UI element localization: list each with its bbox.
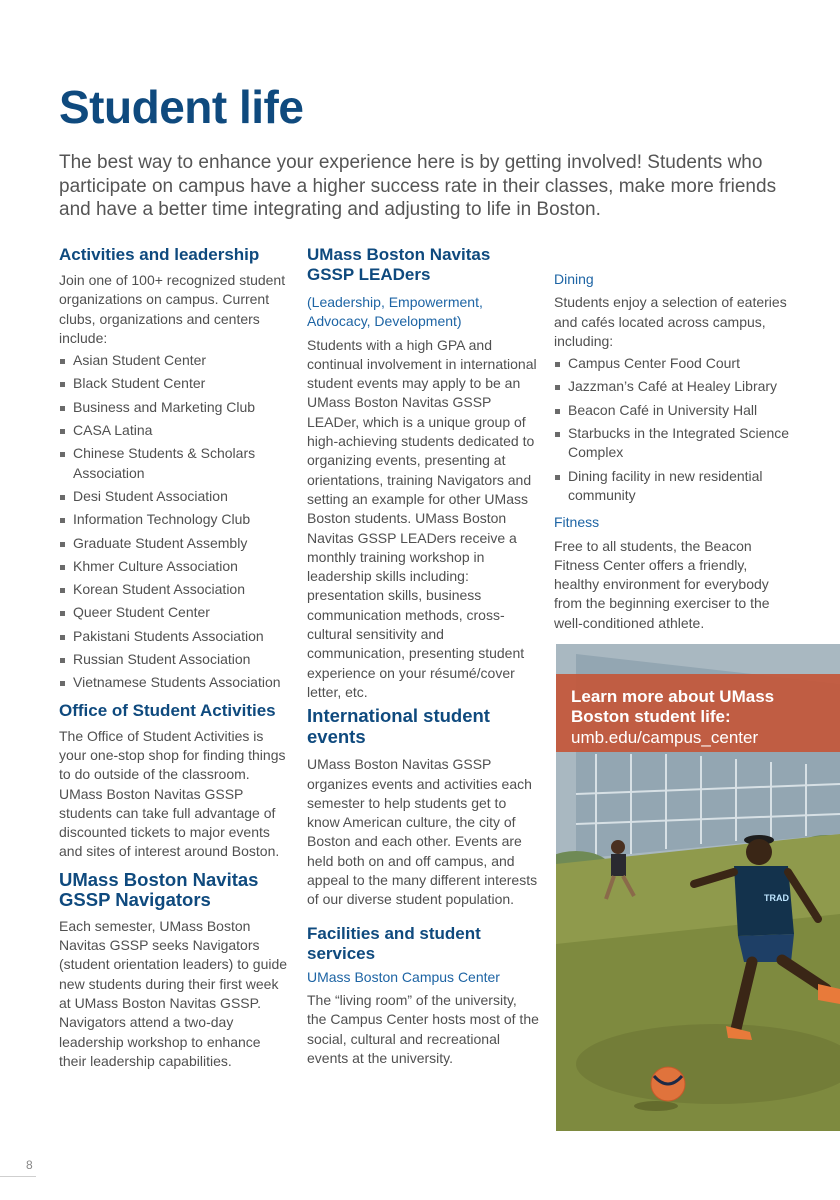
bullet-icon <box>555 432 560 437</box>
fitness-subtitle: Fitness <box>554 514 600 531</box>
page-number: 8 <box>26 1158 33 1172</box>
list-item: Beacon Café in University Hall <box>554 401 790 420</box>
list-item: Queer Student Center <box>59 603 291 622</box>
dining-list <box>554 354 790 505</box>
bullet-icon <box>555 385 560 390</box>
dining-subtitle: Dining <box>554 271 594 287</box>
list-item: Asian Student Center <box>59 351 291 370</box>
column-1 <box>59 245 291 1071</box>
list-item: Russian Student Association <box>59 650 291 669</box>
bullet-icon <box>60 495 65 500</box>
bullet-icon <box>60 681 65 686</box>
office-text: The Office of Student Activities is your one-stop shop for finding things to do outside of the classroom. UMass Boston Navitas GSSP students can take full advantage of discounted tickets to major events and sites of interest around Boston. <box>59 727 286 860</box>
bullet-icon <box>60 635 65 640</box>
list-item: Jazzman’s Café at Healey Library <box>554 377 790 396</box>
bullet-icon <box>60 359 65 364</box>
callout-title: Learn more about UMass Boston student life: <box>571 687 775 726</box>
bullet-icon <box>60 518 65 523</box>
activities-text: Join one of 100+ recognized student organizations on campus. Current clubs, organizations and centers include: <box>59 272 286 346</box>
list-item: Dining facility in new residential community <box>554 467 790 506</box>
bullet-icon <box>60 452 65 457</box>
bullet-icon <box>555 409 560 414</box>
leaders-text: Students with a high GPA and continual involvement in international student events may apply to be an UMass Boston Navitas GSSP LEADer, which is a unique group of high-achieving students dedicated to organizing events, presenting at orientations, training Navigators and setting an example for other UMass Boston students. UMass Boston Navitas GSSP LEADers receive a monthly training workshop in leadership skills including: presentation skills, business communication methods, cross-cultural sensitivity and communication, presenting student experience on your résumé/cover letter, etc. <box>307 336 537 700</box>
international-text: UMass Boston Navitas GSSP organizes events and activities each semester to help students get to know American culture, the city of Boston and each other. Events are held both on and off campus, and appeal to the many different interests of our diverse student population. <box>307 756 538 908</box>
facilities-subtitle: UMass Boston Campus Center <box>307 968 500 985</box>
activities-heading: Activities and leadership <box>59 245 260 264</box>
facilities-heading: Facilities and student services <box>307 923 481 963</box>
list-item: CASA Latina <box>59 421 291 440</box>
bullet-icon <box>555 475 560 480</box>
bullet-icon <box>60 382 65 387</box>
list-item: Campus Center Food Court <box>554 354 790 373</box>
list-item: Vietnamese Students Association <box>59 673 291 692</box>
bullet-icon <box>60 588 65 593</box>
bullet-icon <box>555 362 560 367</box>
intro-paragraph: The best way to enhance your experience here is by getting involved! Students who participate on campus have a higher success rate in their classes, make more friends and have a better time integrating and adjusting to life in Boston. <box>59 152 777 220</box>
list-item: Business and Marketing Club <box>59 398 291 417</box>
navigators-heading: UMass Boston Navitas GSSP Navigators <box>59 868 259 911</box>
list-item: Black Student Center <box>59 374 291 393</box>
column-2 <box>307 245 539 1068</box>
list-item: Desi Student Association <box>59 487 291 506</box>
clubs-list <box>59 351 291 692</box>
bullet-icon <box>60 429 65 434</box>
office-heading: Office of Student Activities <box>59 700 276 720</box>
navigators-text: Each semester, UMass Boston Navitas GSSP seeks Navigators (student orientation leaders) to guide new students during their first week at UMass Boston Navitas GSSP. Navigators attend a two-day leadership workshop to enhance their leadership capabilities. <box>59 917 288 1069</box>
callout-link[interactable]: umb.edu/campus_center <box>571 728 759 747</box>
jersey-lettering: TRAD <box>764 893 789 903</box>
dining-text: Students enjoy a selection of eateries and cafés located across campus, including: <box>554 294 787 349</box>
facilities-text: The “living room” of the university, the Campus Center hosts most of the social, cultural and recreational events at the university. <box>307 991 539 1066</box>
leaders-subtitle: (Leadership, Empowerment, Advocacy, Development) <box>307 294 483 330</box>
international-heading: International student events <box>307 705 490 747</box>
fitness-text: Free to all students, the Beacon Fitness Center offers a friendly, healthy environment for everybody from the beginning exerciser to the well-conditioned athlete. <box>554 537 770 631</box>
list-item: Graduate Student Assembly <box>59 534 291 553</box>
bullet-icon <box>60 611 65 616</box>
bullet-icon <box>60 565 65 570</box>
list-item: Starbucks in the Integrated Science Complex <box>554 424 790 463</box>
bullet-icon <box>60 658 65 663</box>
list-item: Pakistani Students Association <box>59 627 291 646</box>
page-number-rule <box>0 1176 36 1177</box>
list-item: Information Technology Club <box>59 510 291 529</box>
list-item: Khmer Culture Association <box>59 557 291 576</box>
column-3 <box>554 270 790 633</box>
page-title: Student life <box>59 81 304 133</box>
bullet-icon <box>60 406 65 411</box>
bullet-icon <box>60 542 65 547</box>
list-item: Chinese Students & Scholars Association <box>59 444 291 483</box>
list-item: Korean Student Association <box>59 580 291 599</box>
leaders-heading: UMass Boston Navitas GSSP LEADers <box>307 245 491 284</box>
